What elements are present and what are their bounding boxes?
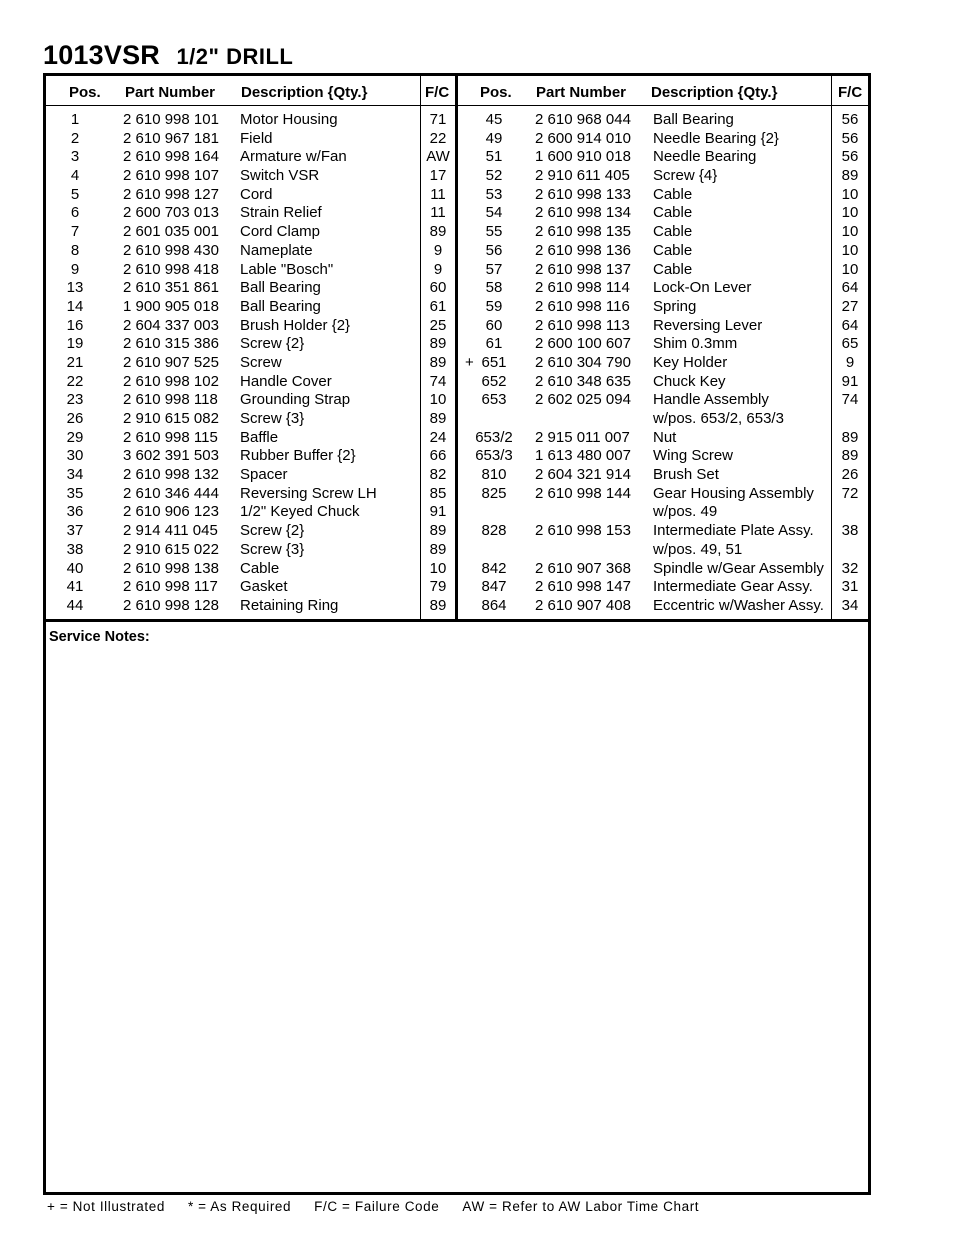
pos-cell: 842 bbox=[481, 559, 507, 577]
pos-cell: 40 bbox=[66, 559, 84, 577]
part-number-cell: 2 610 998 128 bbox=[123, 596, 219, 614]
header-divider bbox=[46, 105, 868, 106]
part-number-cell: 2 610 998 135 bbox=[535, 223, 631, 241]
pos-cell: 34 bbox=[66, 466, 84, 484]
failure-code-cell: 27 bbox=[841, 297, 859, 315]
pos-cell: 56 bbox=[485, 241, 503, 259]
description-cell: Cord bbox=[240, 185, 273, 203]
pos-cell: 29 bbox=[66, 428, 84, 446]
pos-cell: 825 bbox=[481, 484, 507, 502]
description-cell: Needle Bearing {2} bbox=[653, 129, 779, 147]
pos-cell: 30 bbox=[66, 447, 84, 465]
failure-code-cell: 56 bbox=[841, 111, 859, 128]
description-cell: Switch VSR bbox=[240, 167, 320, 185]
failure-code-cell: 89 bbox=[841, 447, 859, 465]
description-cell: Retaining Ring bbox=[240, 596, 339, 614]
description-cell: Lable "Bosch" bbox=[240, 260, 334, 278]
description-cell: Cable bbox=[653, 185, 693, 203]
part-number-cell: 2 610 906 123 bbox=[123, 503, 219, 521]
header-fc: F/C bbox=[838, 84, 863, 101]
table-row bbox=[46, 204, 868, 223]
description-cell: Screw {3} bbox=[240, 410, 305, 427]
header-pos: Pos. bbox=[480, 84, 512, 101]
description-cell: Eccentric w/Washer Assy. bbox=[653, 596, 824, 614]
description-cell: Key Holder bbox=[653, 353, 728, 371]
description-cell: Handle Cover bbox=[240, 372, 332, 390]
description-cell: w/pos. 49 bbox=[653, 503, 718, 521]
description-cell: Screw {4} bbox=[653, 167, 718, 185]
failure-code-cell: 91 bbox=[429, 503, 447, 521]
table-row bbox=[46, 466, 868, 485]
description-cell: w/pos. 653/2, 653/3 bbox=[653, 410, 784, 427]
description-cell: Brush Set bbox=[653, 466, 719, 484]
part-number-cell: 2 610 998 134 bbox=[535, 204, 631, 222]
header-fc: F/C bbox=[425, 84, 450, 101]
table-row bbox=[46, 373, 868, 392]
failure-code-cell: 56 bbox=[841, 129, 859, 147]
pos-cell: 653/3 bbox=[475, 447, 513, 465]
description-cell: Intermediate Gear Assy. bbox=[653, 578, 813, 596]
failure-code-cell: 85 bbox=[429, 484, 447, 502]
part-number-cell: 2 610 346 444 bbox=[123, 484, 219, 502]
description-cell: Lock-On Lever bbox=[653, 279, 752, 297]
description-cell: Spacer bbox=[240, 466, 288, 484]
failure-code-cell: 71 bbox=[429, 111, 447, 128]
table-row bbox=[46, 485, 868, 504]
description-cell: Baffle bbox=[240, 428, 279, 446]
table-row bbox=[46, 335, 868, 354]
pos-cell: 53 bbox=[485, 185, 503, 203]
table-row bbox=[46, 560, 868, 579]
failure-code-cell: 24 bbox=[429, 428, 447, 446]
pos-cell: 9 bbox=[70, 260, 80, 278]
pos-cell: 5 bbox=[70, 185, 80, 203]
pos-cell: 55 bbox=[485, 223, 503, 241]
failure-code-cell: 89 bbox=[429, 596, 447, 614]
pos-cell: 2 bbox=[70, 129, 80, 147]
pos-cell: 652 bbox=[481, 372, 507, 390]
description-cell: Grounding Strap bbox=[240, 391, 351, 409]
failure-code-cell: 10 bbox=[429, 391, 447, 409]
part-number-cell: 2 610 304 790 bbox=[535, 353, 631, 371]
part-number-cell: 2 600 703 013 bbox=[123, 204, 219, 222]
header-description: Description {Qty.} bbox=[651, 84, 778, 101]
table-row bbox=[46, 242, 868, 261]
pos-cell: 52 bbox=[485, 167, 503, 185]
description-cell: Intermediate Plate Assy. bbox=[653, 522, 814, 540]
legend-item: F/C = Failure Code bbox=[314, 1199, 440, 1214]
part-number-cell: 2 600 914 010 bbox=[535, 129, 631, 147]
table-row bbox=[46, 261, 868, 280]
table-row bbox=[46, 447, 868, 466]
part-number-cell: 2 610 907 368 bbox=[535, 559, 631, 577]
service-notes-label: Service Notes: bbox=[49, 629, 150, 645]
part-number-cell: 2 610 907 408 bbox=[535, 596, 631, 614]
description-cell: Screw bbox=[240, 353, 282, 371]
failure-code-cell: 9 bbox=[845, 353, 855, 371]
failure-code-cell: 64 bbox=[841, 279, 859, 297]
pos-cell: 7 bbox=[70, 223, 80, 241]
part-number-cell: 2 610 998 127 bbox=[123, 185, 219, 203]
description-cell: Reversing Screw LH bbox=[240, 484, 377, 502]
pos-cell: 16 bbox=[66, 316, 84, 334]
part-number-cell: 2 610 998 137 bbox=[535, 260, 631, 278]
part-number-cell: 2 610 998 116 bbox=[535, 297, 630, 315]
failure-code-cell: 10 bbox=[841, 241, 859, 259]
description-cell: Ball Bearing bbox=[240, 297, 321, 315]
failure-code-cell: 26 bbox=[841, 466, 859, 484]
table-row bbox=[46, 186, 868, 205]
description-cell: Field bbox=[240, 129, 273, 147]
pos-cell: 4 bbox=[70, 167, 80, 185]
pos-cell: 35 bbox=[66, 484, 84, 502]
pos-cell: 58 bbox=[485, 279, 503, 297]
part-number-cell: 2 610 998 117 bbox=[123, 578, 218, 596]
description-cell: Strain Relief bbox=[240, 204, 322, 222]
model-number: 1013VSR bbox=[43, 40, 160, 70]
part-number-cell: 1 600 910 018 bbox=[535, 148, 631, 166]
failure-code-cell: 89 bbox=[841, 428, 859, 446]
failure-code-cell: 25 bbox=[429, 316, 447, 334]
part-number-cell: 2 604 321 914 bbox=[535, 466, 631, 484]
failure-code-cell: 9 bbox=[433, 241, 443, 259]
legend-item: + = Not Illustrated bbox=[47, 1199, 165, 1214]
failure-code-cell: 60 bbox=[429, 279, 447, 297]
part-number-cell: 2 610 998 153 bbox=[535, 522, 631, 540]
pos-cell: 59 bbox=[485, 297, 503, 315]
failure-code-cell: 9 bbox=[433, 260, 443, 278]
part-number-cell: 2 610 907 525 bbox=[123, 353, 219, 371]
pos-cell: 38 bbox=[66, 540, 84, 558]
part-number-cell: 2 610 998 102 bbox=[123, 372, 219, 390]
failure-code-cell: AW bbox=[426, 148, 450, 166]
failure-code-cell: 79 bbox=[429, 578, 447, 596]
table-bottom-divider bbox=[46, 619, 868, 622]
failure-code-cell: 64 bbox=[841, 316, 859, 334]
part-number-cell: 2 610 967 181 bbox=[123, 129, 219, 147]
legend bbox=[47, 1199, 722, 1214]
table-row bbox=[46, 223, 868, 242]
description-cell: Cable bbox=[240, 559, 280, 577]
parts-table-rows bbox=[46, 111, 868, 616]
table-row bbox=[46, 391, 868, 410]
pos-cell: 810 bbox=[481, 466, 507, 484]
part-number-cell: 2 610 998 115 bbox=[123, 428, 218, 446]
pos-cell: 23 bbox=[66, 391, 84, 409]
part-number-cell: 2 610 998 147 bbox=[535, 578, 631, 596]
part-number-cell: 2 601 035 001 bbox=[123, 223, 219, 241]
pos-cell: 54 bbox=[485, 204, 503, 222]
pos-cell: 41 bbox=[66, 578, 84, 596]
page-title bbox=[43, 40, 293, 71]
failure-code-cell: 38 bbox=[841, 522, 859, 540]
description-cell: Screw {2} bbox=[240, 335, 305, 353]
part-number-cell: 2 610 998 132 bbox=[123, 466, 219, 484]
part-number-cell: 2 610 998 114 bbox=[535, 279, 630, 297]
failure-code-cell: 89 bbox=[429, 522, 447, 540]
failure-code-cell: 66 bbox=[429, 447, 447, 465]
description-cell: Ball Bearing bbox=[653, 111, 734, 128]
part-number-cell: 3 602 391 503 bbox=[123, 447, 219, 465]
pos-cell: 61 bbox=[485, 335, 503, 353]
part-number-cell: 2 602 025 094 bbox=[535, 391, 631, 409]
pos-cell: 864 bbox=[481, 596, 507, 614]
part-number-cell: 2 610 998 138 bbox=[123, 559, 219, 577]
pos-cell: 3 bbox=[70, 148, 80, 166]
failure-code-cell: 11 bbox=[430, 185, 446, 203]
failure-code-cell: 31 bbox=[841, 578, 859, 596]
pos-cell: 60 bbox=[485, 316, 503, 334]
description-cell: Motor Housing bbox=[240, 111, 338, 128]
part-number-cell: 2 610 998 430 bbox=[123, 241, 219, 259]
pos-cell: 37 bbox=[66, 522, 84, 540]
failure-code-cell: 56 bbox=[841, 148, 859, 166]
tool-description: 1/2" DRILL bbox=[176, 44, 294, 69]
failure-code-cell: 10 bbox=[841, 204, 859, 222]
table-row bbox=[46, 541, 868, 560]
part-number-cell: 2 910 611 405 bbox=[535, 167, 630, 185]
description-cell: Screw {3} bbox=[240, 540, 305, 558]
table-row bbox=[46, 522, 868, 541]
description-cell: Wing Screw bbox=[653, 447, 734, 465]
description-cell: Needle Bearing bbox=[653, 148, 757, 166]
failure-code-cell: 10 bbox=[841, 185, 859, 203]
description-cell: Armature w/Fan bbox=[240, 148, 347, 166]
part-number-cell: 2 610 351 861 bbox=[123, 279, 219, 297]
header-pos: Pos. bbox=[69, 84, 101, 101]
table-row bbox=[46, 130, 868, 149]
pos-cell: 14 bbox=[66, 297, 84, 315]
description-cell: w/pos. 49, 51 bbox=[653, 540, 743, 558]
pos-cell: 653/2 bbox=[475, 428, 513, 446]
description-cell: Screw {2} bbox=[240, 522, 305, 540]
failure-code-cell: 10 bbox=[429, 559, 447, 577]
failure-code-cell: 89 bbox=[429, 223, 447, 241]
failure-code-cell: 65 bbox=[841, 335, 859, 353]
part-number-cell: 2 610 968 044 bbox=[535, 111, 631, 128]
header-part-number: Part Number bbox=[125, 84, 216, 101]
description-cell: Cable bbox=[653, 223, 693, 241]
part-number-cell: 2 610 998 133 bbox=[535, 185, 631, 203]
table-row bbox=[46, 354, 868, 373]
header-description: Description {Qty.} bbox=[241, 84, 368, 101]
header-part-number: Part Number bbox=[536, 84, 627, 101]
description-cell: 1/2" Keyed Chuck bbox=[240, 503, 360, 521]
failure-code-cell: 22 bbox=[429, 129, 447, 147]
part-number-cell: 2 910 615 022 bbox=[123, 540, 219, 558]
description-cell: Nut bbox=[653, 428, 677, 446]
table-row bbox=[46, 503, 868, 522]
parts-list-frame bbox=[43, 73, 871, 1195]
description-cell: Ball Bearing bbox=[240, 279, 321, 297]
description-cell: Gear Housing Assembly bbox=[653, 484, 814, 502]
not-illustrated-mark: + bbox=[465, 353, 474, 371]
part-number-cell: 2 914 411 045 bbox=[123, 522, 218, 540]
description-cell: Spring bbox=[653, 297, 697, 315]
failure-code-cell: 34 bbox=[841, 596, 859, 614]
pos-cell: 6 bbox=[70, 204, 80, 222]
pos-cell: 847 bbox=[481, 578, 507, 596]
pos-cell: 49 bbox=[485, 129, 503, 147]
part-number-cell: 2 600 100 607 bbox=[535, 335, 631, 353]
pos-cell: 51 bbox=[485, 148, 503, 166]
pos-cell: 22 bbox=[66, 372, 84, 390]
part-number-cell: 2 610 998 107 bbox=[123, 167, 219, 185]
pos-cell: 44 bbox=[66, 596, 84, 614]
failure-code-cell: 74 bbox=[841, 391, 859, 409]
description-cell: Handle Assembly bbox=[653, 391, 769, 409]
failure-code-cell: 89 bbox=[429, 410, 447, 427]
description-cell: Brush Holder {2} bbox=[240, 316, 351, 334]
failure-code-cell: 91 bbox=[841, 372, 859, 390]
table-row bbox=[46, 298, 868, 317]
part-number-cell: 2 610 998 136 bbox=[535, 241, 631, 259]
part-number-cell: 2 610 348 635 bbox=[535, 372, 631, 390]
failure-code-cell: 89 bbox=[429, 353, 447, 371]
failure-code-cell: 89 bbox=[841, 167, 859, 185]
part-number-cell: 2 915 011 007 bbox=[535, 428, 630, 446]
table-row bbox=[46, 597, 868, 616]
pos-cell: 26 bbox=[66, 410, 84, 427]
pos-cell: 19 bbox=[66, 335, 84, 353]
failure-code-cell: 89 bbox=[429, 335, 447, 353]
table-row bbox=[46, 578, 868, 597]
failure-code-cell: 89 bbox=[429, 540, 447, 558]
failure-code-cell: 82 bbox=[429, 466, 447, 484]
table-row bbox=[46, 167, 868, 186]
description-cell: Rubber Buffer {2} bbox=[240, 447, 356, 465]
part-number-cell: 1 613 480 007 bbox=[535, 447, 631, 465]
table-row bbox=[46, 148, 868, 167]
pos-cell: 45 bbox=[485, 111, 503, 128]
table-row bbox=[46, 317, 868, 336]
pos-cell: 8 bbox=[70, 241, 80, 259]
part-number-cell: 2 610 998 118 bbox=[123, 391, 218, 409]
part-number-cell: 2 610 998 113 bbox=[535, 316, 630, 334]
description-cell: Cable bbox=[653, 241, 693, 259]
failure-code-cell: 10 bbox=[841, 260, 859, 278]
failure-code-cell: 11 bbox=[430, 204, 446, 222]
legend-item: * = As Required bbox=[187, 1199, 292, 1214]
pos-cell: 651 bbox=[481, 353, 507, 371]
description-cell: Chuck Key bbox=[653, 372, 726, 390]
failure-code-cell: 32 bbox=[841, 559, 859, 577]
pos-cell: 1 bbox=[70, 111, 80, 128]
table-row bbox=[46, 279, 868, 298]
legend-item: AW = Refer to AW Labor Time Chart bbox=[462, 1199, 700, 1214]
part-number-cell: 2 610 998 144 bbox=[535, 484, 631, 502]
failure-code-cell: 10 bbox=[841, 223, 859, 241]
description-cell: Reversing Lever bbox=[653, 316, 763, 334]
description-cell: Shim 0.3mm bbox=[653, 335, 738, 353]
description-cell: Cable bbox=[653, 260, 693, 278]
table-row bbox=[46, 111, 868, 130]
description-cell: Cord Clamp bbox=[240, 223, 321, 241]
description-cell: Spindle w/Gear Assembly bbox=[653, 559, 824, 577]
part-number-cell: 2 610 315 386 bbox=[123, 335, 219, 353]
description-cell: Gasket bbox=[240, 578, 288, 596]
pos-cell: 828 bbox=[481, 522, 507, 540]
part-number-cell: 2 610 998 101 bbox=[123, 111, 219, 128]
pos-cell: 21 bbox=[66, 353, 84, 371]
part-number-cell: 2 610 998 164 bbox=[123, 148, 219, 166]
failure-code-cell: 17 bbox=[429, 167, 447, 185]
description-cell: Nameplate bbox=[240, 241, 313, 259]
failure-code-cell: 72 bbox=[841, 484, 859, 502]
pos-cell: 653 bbox=[481, 391, 507, 409]
description-cell: Cable bbox=[653, 204, 693, 222]
table-row bbox=[46, 410, 868, 429]
failure-code-cell: 74 bbox=[429, 372, 447, 390]
pos-cell: 57 bbox=[485, 260, 503, 278]
part-number-cell: 1 900 905 018 bbox=[123, 297, 219, 315]
part-number-cell: 2 610 998 418 bbox=[123, 260, 219, 278]
pos-cell: 36 bbox=[66, 503, 84, 521]
pos-cell: 13 bbox=[66, 279, 84, 297]
table-row bbox=[46, 429, 868, 448]
part-number-cell: 2 604 337 003 bbox=[123, 316, 219, 334]
part-number-cell: 2 910 615 082 bbox=[123, 410, 219, 427]
failure-code-cell: 61 bbox=[429, 297, 447, 315]
